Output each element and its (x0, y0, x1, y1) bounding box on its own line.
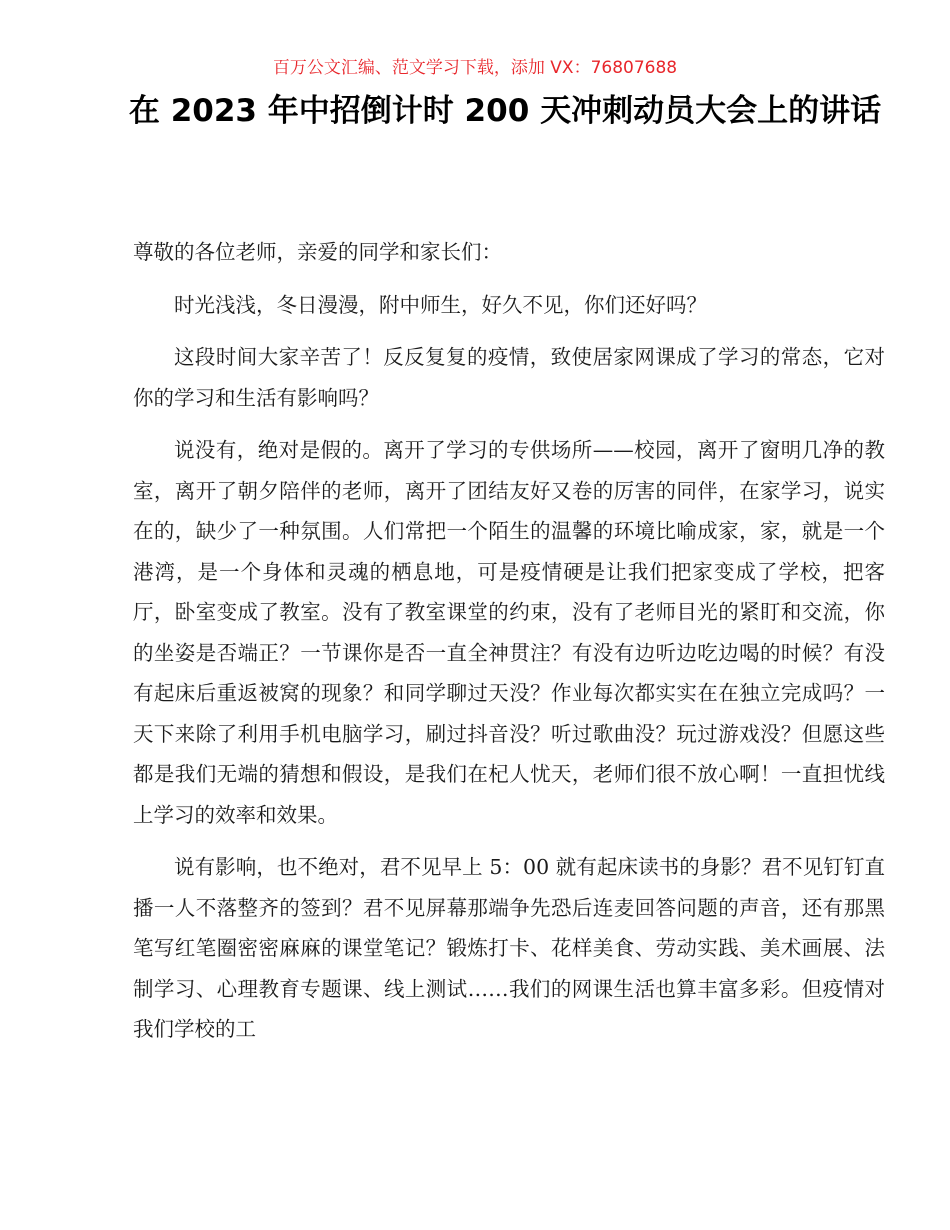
promo-banner: 百万公文汇编、范文学习下载，添加 VX：76807688 (272, 58, 678, 78)
body-paragraph: 说有影响，也不绝对，君不见早上 5：00 就有起床读书的身影？君不见钉钉直播一人不落整齐的签到？君不见屏幕那端争先恐后连麦回答问题的声音，还有那黑笔写红笔圈密密麻麻的课堂笔记？锻炼打卡、花样美食、劳动实践、美术画展、法制学习、心理教育专题课、线上测试……我们的网课生活也算丰富多彩。但疫情对我们学校的工 (133, 855, 885, 1041)
document-title: 在 2023 年中招倒计时 200 天冲刺动员大会上的讲话 (128, 93, 882, 129)
body-paragraph: 说没有，绝对是假的。离开了学习的专供场所——校园，离开了窗明几净的教室，离开了朝夕陪伴的老师，离开了团结友好又卷的厉害的同伴，在家学习，说实在的，缺少了一种氛围。人们常把一个陌生的温馨的环境比喻成家，家，就是一个港湾，是一个身体和灵魂的栖息地，可是疫情硬是让我们把家变成了学校，把客厅，卧室变成了教室。没有了教室课堂的约束，没有了老师目光的紧盯和交流，你的坐姿是否端正？一节课你是否一直全神贯注？有没有边听边吃边喝的时候？有没有起床后重返被窝的现象？和同学聊过天没？作业每次都实实在在独立完成吗？一天下来除了利用手机电脑学习，刷过抖音没？听过歌曲没？玩过游戏没？但愿这些都是我们无端的猜想和假设，是我们在杞人忧天，老师们很不放心啊！一直担忧线上学习的效率和效果。 (133, 438, 885, 827)
body-paragraph: 时光浅浅，冬日漫漫，附中师生，好久不见，你们还好吗？ (174, 292, 707, 317)
document-body (133, 232, 885, 1062)
salutation-paragraph: 尊敬的各位老师，亲爱的同学和家长们： (133, 240, 502, 264)
body-paragraph: 这段时间大家辛苦了！反反复复的疫情，致使居家网课成了学习的常态，它对你的学习和生活有影响吗？ (133, 345, 885, 410)
